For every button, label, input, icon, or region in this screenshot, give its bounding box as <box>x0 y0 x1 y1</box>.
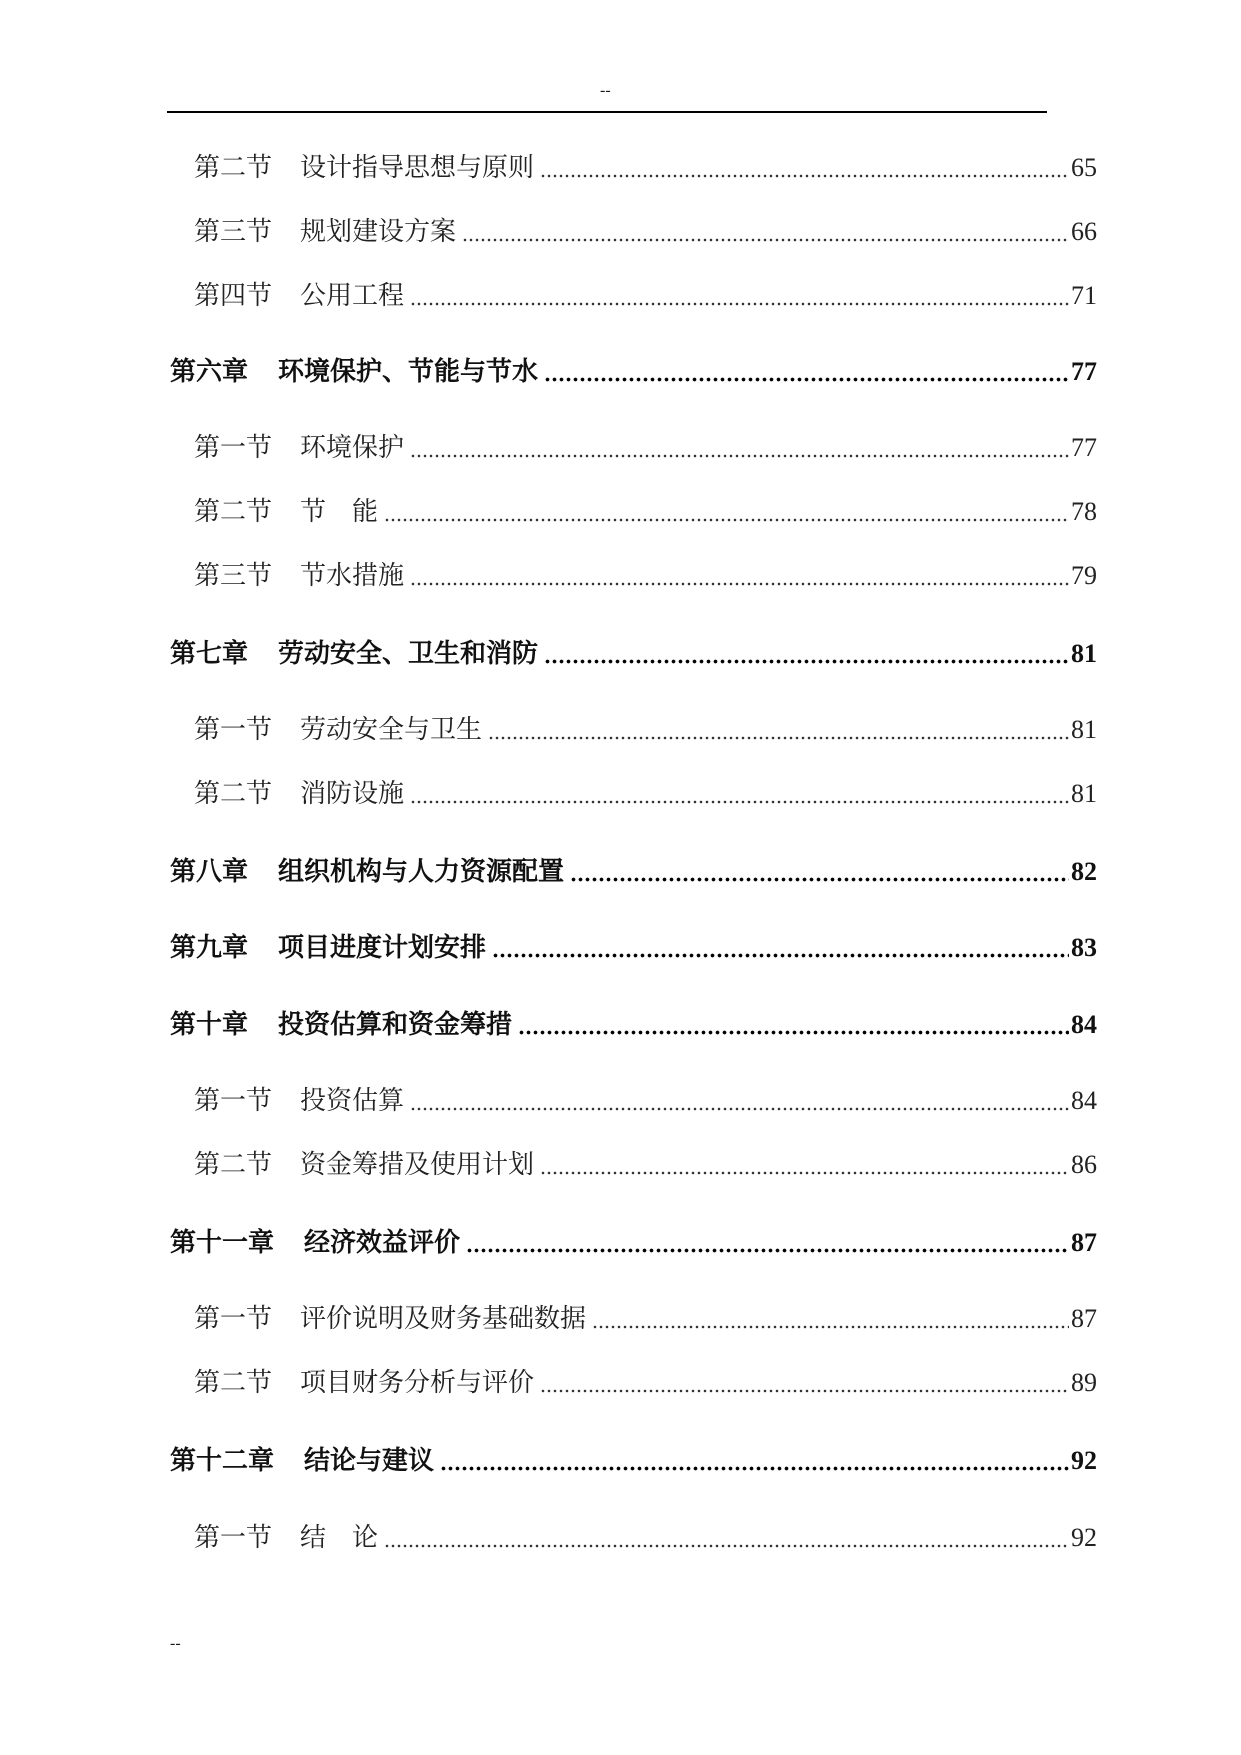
toc-entry[interactable] <box>194 1145 1097 1185</box>
toc-number: 第六章 <box>170 357 249 387</box>
toc-page-number: 66 <box>1071 217 1097 246</box>
toc-title: 环境保护、节能与节水 <box>278 357 539 387</box>
dot-leader <box>410 1088 1069 1114</box>
toc-number: 第二节 <box>194 497 273 527</box>
toc-entry[interactable] <box>194 492 1097 532</box>
toc-entry[interactable] <box>194 148 1097 188</box>
dot-leader <box>544 641 1069 667</box>
dot-leader <box>492 935 1069 961</box>
toc-number: 第二节 <box>194 1150 273 1180</box>
toc-page-number: 83 <box>1071 933 1097 962</box>
dot-leader <box>540 155 1069 181</box>
dot-leader <box>384 1525 1069 1551</box>
toc-entry[interactable] <box>170 1441 1097 1481</box>
toc-title: 结 论 <box>300 1523 379 1553</box>
toc-entry[interactable] <box>194 710 1097 750</box>
toc-title: 劳动安全、卫生和消防 <box>278 639 539 669</box>
dot-leader <box>440 1448 1069 1474</box>
toc-entry[interactable] <box>194 428 1097 468</box>
toc-number: 第二节 <box>194 779 273 809</box>
toc-page-number: 87 <box>1071 1228 1097 1257</box>
toc-page-number: 71 <box>1071 281 1097 310</box>
toc-title: 结论与建议 <box>304 1446 435 1476</box>
toc-page-number: 87 <box>1071 1304 1097 1333</box>
dot-leader <box>518 1012 1069 1038</box>
toc-page-number: 82 <box>1071 857 1097 886</box>
toc-page-number: 92 <box>1071 1446 1097 1475</box>
page-header-mark: -- <box>600 82 611 99</box>
toc-page-number: 84 <box>1071 1086 1097 1115</box>
toc-number: 第十章 <box>170 1010 249 1040</box>
toc-entry[interactable] <box>194 1518 1097 1558</box>
toc-number: 第二节 <box>194 1368 273 1398</box>
dot-leader <box>410 435 1069 461</box>
toc-number: 第一节 <box>194 1304 273 1334</box>
toc-title: 评价说明及财务基础数据 <box>300 1304 587 1334</box>
toc-entry[interactable] <box>194 1081 1097 1121</box>
toc-page-number: 65 <box>1071 153 1097 182</box>
toc-number: 第二节 <box>194 153 273 183</box>
toc-title: 经济效益评价 <box>304 1228 461 1258</box>
toc-title: 节水措施 <box>300 561 405 591</box>
dot-leader <box>410 563 1069 589</box>
toc-page-number: 81 <box>1071 639 1097 668</box>
dot-leader <box>540 1152 1069 1178</box>
toc-number: 第一节 <box>194 1086 273 1116</box>
dot-leader <box>466 1230 1069 1256</box>
toc-title: 组织机构与人力资源配置 <box>278 857 565 887</box>
toc-page-number: 77 <box>1071 433 1097 462</box>
toc-title: 节 能 <box>300 497 379 527</box>
toc-entry[interactable] <box>194 212 1097 252</box>
toc-title: 消防设施 <box>300 779 405 809</box>
toc-title: 劳动安全与卫生 <box>300 715 483 745</box>
toc-title: 设计指导思想与原则 <box>300 153 535 183</box>
toc-entry[interactable] <box>194 556 1097 596</box>
toc-title: 规划建设方案 <box>300 217 457 247</box>
dot-leader <box>410 283 1069 309</box>
toc-number: 第四节 <box>194 281 273 311</box>
dot-leader <box>540 1370 1069 1396</box>
toc-title: 项目进度计划安排 <box>278 933 487 963</box>
toc-page-number: 78 <box>1071 497 1097 526</box>
toc-title: 投资估算 <box>300 1086 405 1116</box>
dot-leader <box>488 717 1069 743</box>
toc-entry[interactable] <box>194 1299 1097 1339</box>
toc-number: 第一节 <box>194 1523 273 1553</box>
toc-number: 第八章 <box>170 857 249 887</box>
toc-number: 第三节 <box>194 217 273 247</box>
toc-title: 环境保护 <box>300 433 405 463</box>
toc-number: 第三节 <box>194 561 273 591</box>
dot-leader <box>410 781 1069 807</box>
toc-page-number: 77 <box>1071 357 1097 386</box>
toc-number: 第十一章 <box>170 1228 275 1258</box>
toc-entry[interactable] <box>194 1363 1097 1403</box>
toc-page-number: 86 <box>1071 1150 1097 1179</box>
toc-entry[interactable] <box>194 276 1097 316</box>
toc-entry[interactable] <box>194 774 1097 814</box>
toc-page-number: 81 <box>1071 779 1097 808</box>
toc-page-number: 84 <box>1071 1010 1097 1039</box>
toc-title: 公用工程 <box>300 281 405 311</box>
toc-entry[interactable] <box>170 634 1097 674</box>
toc-number: 第一节 <box>194 715 273 745</box>
toc-page-number: 79 <box>1071 561 1097 590</box>
toc-entry[interactable] <box>170 352 1097 392</box>
page-footer-mark: -- <box>170 1635 181 1652</box>
toc-number: 第一节 <box>194 433 273 463</box>
dot-leader <box>570 859 1069 885</box>
toc-page-number: 89 <box>1071 1368 1097 1397</box>
dot-leader <box>544 359 1069 385</box>
toc-entry[interactable] <box>170 1005 1097 1045</box>
dot-leader <box>462 219 1069 245</box>
toc-page-number: 92 <box>1071 1523 1097 1552</box>
dot-leader <box>384 499 1069 525</box>
toc-number: 第九章 <box>170 933 249 963</box>
toc-title: 资金筹措及使用计划 <box>300 1150 535 1180</box>
toc-entry[interactable] <box>170 928 1097 968</box>
dot-leader <box>592 1306 1069 1332</box>
toc-number: 第七章 <box>170 639 249 669</box>
toc-entry[interactable] <box>170 852 1097 892</box>
toc-title: 投资估算和资金筹措 <box>278 1010 513 1040</box>
toc-title: 项目财务分析与评价 <box>300 1368 535 1398</box>
toc-number: 第十二章 <box>170 1446 275 1476</box>
toc-page-number: 81 <box>1071 715 1097 744</box>
toc-entry[interactable] <box>170 1223 1097 1263</box>
